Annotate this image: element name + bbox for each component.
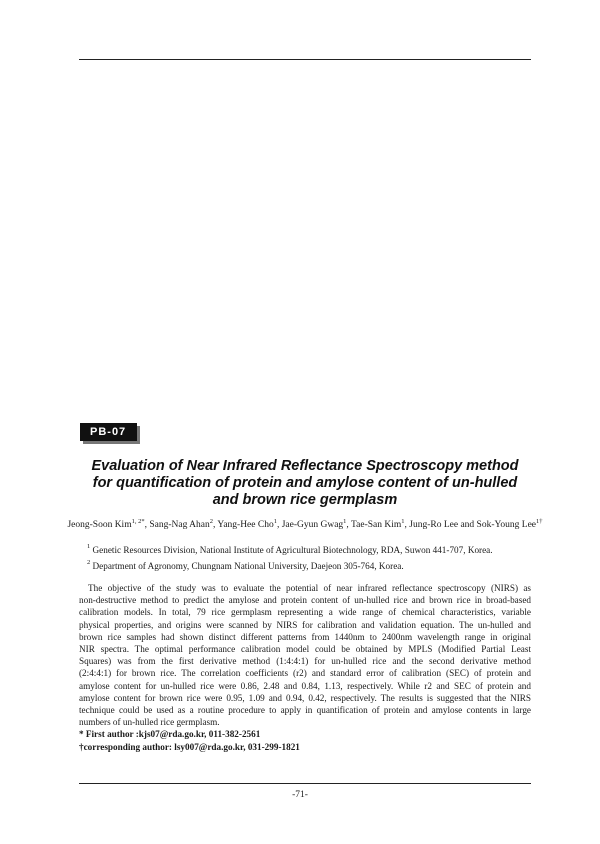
author-name: Jung-Ro Lee [409, 520, 459, 530]
paper-title [60, 458, 550, 509]
abstract-line: numbers of un-hulled rice germplasm. [79, 717, 220, 728]
page-number: -71- [292, 790, 308, 800]
title-line: for quantification of protein and amylose content of un-hulled [92, 475, 518, 491]
affiliation-text: Genetic Resources Division, National Institute of Agricultural Biotechnology, RDA, Suwon 441-707, Korea. [92, 545, 493, 555]
abstract-line: (2:4:4:1) for brown rice. The correlation coefficients (r2) and standard error of calibration (SEC) of protein and [79, 668, 531, 679]
author-name: Tae-San Kim [351, 520, 402, 530]
affiliation-2 [87, 561, 404, 571]
abstract-line: calibration models. In total, 79 rice germplasm representing a wide range of chemical characteristics, variable [79, 607, 531, 618]
abstract-line: Squares) was from the first derivative method (1:4:4:1) for un-hulled rice and the second derivative method [79, 656, 531, 667]
affiliation-number: 2 [87, 559, 91, 566]
author-affiliation-marker: 2 [209, 518, 213, 525]
affiliation-1 [87, 545, 493, 555]
author-affiliation-marker: 1 [343, 518, 347, 525]
author-affiliation-marker: 1 [401, 518, 405, 525]
affiliation-number: 1 [87, 543, 91, 550]
abstract-line: physical properties, and origins were scanned by NIRS for calibration and validation equation. The un-hulled and [79, 619, 531, 630]
abstract-line: non-destructive method to predict the amylose and protein content of un-hulled rice and brown rice in broad-based [79, 595, 531, 606]
abstract-line: technique could be used as a routine procedure to apply in quantification of protein and amylose contents in large [79, 705, 531, 716]
author-name: Sang-Nag Ahan [149, 520, 210, 530]
abstract-line: amylose content for brown rice were 0.95, 1.09 and 0.94, 0.42, respectively. The results is suggested that the NIRS [79, 692, 531, 703]
author-name: and Sok-Young Lee [460, 520, 537, 530]
author-affiliation-marker: 1, 2* [131, 518, 145, 525]
top-rule [79, 59, 531, 60]
author-name: Jae-Gyun Gwag [281, 520, 344, 530]
abstract-line: amylose content for un-hulled rice were 0.86, 2.48 and 0.84, 1.13, respectively. While r2 and SEC of protein and [79, 680, 531, 691]
corresponding-author-contact: †corresponding author: lsy007@rda.go.kr, 031-299-1821 [79, 742, 300, 752]
first-author-contact: * First author :kjs07@rda.go.kr, 011-382-2561 [79, 729, 261, 739]
author-affiliation-marker: 1† [536, 518, 543, 525]
author-list: Jeong-Soon Kim$^{1, 2*}$, Sang-Nag Ahan$^2$, Yang-Hee Cho$^1$, Jae-Gyun Gwag$^1$, Tae-San Kim$^1$, Jung-Ro Lee and Sok-Young Lee$^{1\dagger}$ [67, 518, 543, 530]
author-name: Jeong-Soon Kim [67, 520, 132, 530]
bottom-rule [79, 783, 531, 784]
abstract-line: NIR spectra. The optimal performance calibration model could be obtained by MPLS (Modified Partial Least [79, 644, 531, 655]
title-line: Evaluation of Near Infrared Reflectance Spectroscopy method [91, 458, 519, 474]
abstract-line: brown rice samples had shown distinct different patterns from 1440nm to 2400nm wavelength range in original [79, 631, 531, 642]
author-affiliation-marker: 1 [273, 518, 277, 525]
title-line: and brown rice germplasm [212, 492, 398, 508]
author-name: Yang-Hee Cho [217, 520, 274, 530]
abstract-code-badge: PB-07 [80, 423, 137, 441]
affiliation-text: Department of Agronomy, Chungnam National University, Daejeon 305-764, Korea. [92, 561, 404, 571]
abstract-body [79, 582, 531, 728]
abstract-line: The objective of the study was to evaluate the potential of near infrared reflectance spectroscopy (NIRS) as [88, 583, 531, 593]
